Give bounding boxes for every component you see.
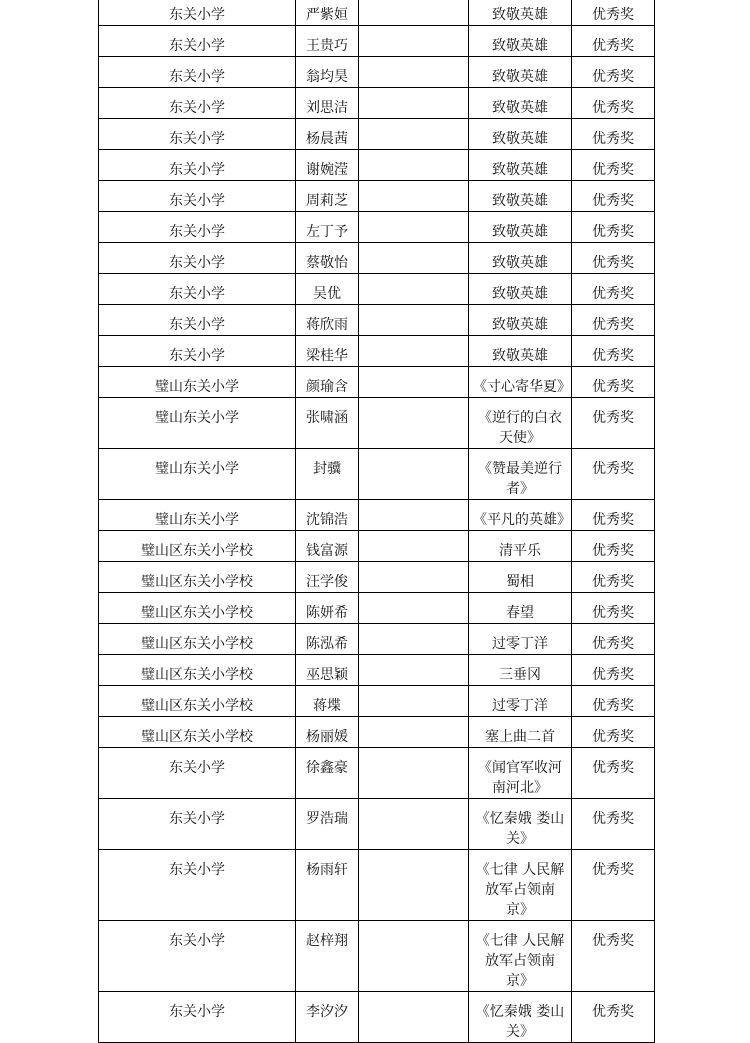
table-row — [99, 500, 655, 531]
table-row — [99, 992, 655, 1043]
table-row — [99, 274, 655, 305]
table-row — [99, 0, 655, 26]
award-cell: 优秀奖 — [572, 243, 655, 274]
student-name-cell: 谢婉滢 — [296, 150, 359, 181]
work-title-cell: 致敬英雄 — [469, 150, 572, 181]
school-cell: 璧山区东关小学校 — [99, 655, 296, 686]
work-title-cell: 春望 — [469, 593, 572, 624]
work-title-cell: 致敬英雄 — [469, 336, 572, 367]
table-row — [99, 686, 655, 717]
work-title-cell: 致敬英雄 — [469, 243, 572, 274]
award-cell: 优秀奖 — [572, 686, 655, 717]
award-cell: 优秀奖 — [572, 274, 655, 305]
award-cell: 优秀奖 — [572, 212, 655, 243]
school-cell: 璧山东关小学 — [99, 500, 296, 531]
blank-cell — [359, 57, 469, 88]
table-row — [99, 624, 655, 655]
student-name-cell: 王贵巧 — [296, 26, 359, 57]
blank-cell — [359, 274, 469, 305]
school-cell: 东关小学 — [99, 336, 296, 367]
blank-cell — [359, 799, 469, 850]
table-row — [99, 449, 655, 500]
award-cell: 优秀奖 — [572, 305, 655, 336]
blank-cell — [359, 686, 469, 717]
student-name-cell: 陈泓希 — [296, 624, 359, 655]
student-name-cell: 梁桂华 — [296, 336, 359, 367]
work-title-cell: 蜀相 — [469, 562, 572, 593]
table-row — [99, 305, 655, 336]
student-name-cell: 蔡敬怡 — [296, 243, 359, 274]
blank-cell — [359, 624, 469, 655]
blank-cell — [359, 336, 469, 367]
work-title-cell: 致敬英雄 — [469, 274, 572, 305]
table-row — [99, 57, 655, 88]
award-cell: 优秀奖 — [572, 748, 655, 799]
student-name-cell: 徐鑫豪 — [296, 748, 359, 799]
table-row — [99, 717, 655, 748]
student-name-cell: 严紫姮 — [296, 0, 359, 26]
work-title-cell: 致敬英雄 — [469, 119, 572, 150]
award-cell: 优秀奖 — [572, 150, 655, 181]
work-title-cell: 《七律 人民解放军占领南京》 — [469, 850, 572, 921]
award-cell: 优秀奖 — [572, 398, 655, 449]
work-title-cell: 《寸心寄华夏》 — [469, 367, 572, 398]
table-row — [99, 88, 655, 119]
table-row — [99, 531, 655, 562]
school-cell: 东关小学 — [99, 26, 296, 57]
school-cell: 东关小学 — [99, 88, 296, 119]
blank-cell — [359, 88, 469, 119]
school-cell: 东关小学 — [99, 305, 296, 336]
school-cell: 璧山区东关小学校 — [99, 531, 296, 562]
blank-cell — [359, 0, 469, 26]
blank-cell — [359, 748, 469, 799]
table-row — [99, 921, 655, 992]
school-cell: 璧山东关小学 — [99, 449, 296, 500]
award-cell: 优秀奖 — [572, 593, 655, 624]
table-row — [99, 119, 655, 150]
work-title-cell: 《七律 人民解放军占领南京》 — [469, 921, 572, 992]
school-cell: 东关小学 — [99, 850, 296, 921]
school-cell: 东关小学 — [99, 921, 296, 992]
student-name-cell: 李汐汐 — [296, 992, 359, 1043]
award-cell: 优秀奖 — [572, 26, 655, 57]
school-cell: 东关小学 — [99, 0, 296, 26]
work-title-cell: 《忆秦娥 娄山关》 — [469, 992, 572, 1043]
blank-cell — [359, 26, 469, 57]
work-title-cell: 《逆行的白衣天使》 — [469, 398, 572, 449]
student-name-cell: 赵梓翔 — [296, 921, 359, 992]
blank-cell — [359, 500, 469, 531]
school-cell: 东关小学 — [99, 119, 296, 150]
blank-cell — [359, 243, 469, 274]
student-name-cell: 沈锦浩 — [296, 500, 359, 531]
school-cell: 东关小学 — [99, 799, 296, 850]
award-cell: 优秀奖 — [572, 367, 655, 398]
work-title-cell: 塞上曲二首 — [469, 717, 572, 748]
school-cell: 璧山东关小学 — [99, 367, 296, 398]
school-cell: 东关小学 — [99, 243, 296, 274]
school-cell: 璧山区东关小学校 — [99, 717, 296, 748]
blank-cell — [359, 992, 469, 1043]
work-title-cell: 《平凡的英雄》 — [469, 500, 572, 531]
school-cell: 东关小学 — [99, 57, 296, 88]
blank-cell — [359, 531, 469, 562]
student-name-cell: 杨雨轩 — [296, 850, 359, 921]
table-row — [99, 367, 655, 398]
work-title-cell: 《闻官军收河南河北》 — [469, 748, 572, 799]
award-cell: 优秀奖 — [572, 531, 655, 562]
school-cell: 东关小学 — [99, 748, 296, 799]
student-name-cell: 翁均昊 — [296, 57, 359, 88]
blank-cell — [359, 150, 469, 181]
work-title-cell: 《赞最美逆行者》 — [469, 449, 572, 500]
award-cell: 优秀奖 — [572, 992, 655, 1043]
blank-cell — [359, 921, 469, 992]
work-title-cell: 三垂冈 — [469, 655, 572, 686]
student-name-cell: 陈妍希 — [296, 593, 359, 624]
award-cell: 优秀奖 — [572, 562, 655, 593]
table-row — [99, 562, 655, 593]
school-cell: 璧山区东关小学校 — [99, 624, 296, 655]
table-row — [99, 26, 655, 57]
blank-cell — [359, 305, 469, 336]
award-cell: 优秀奖 — [572, 88, 655, 119]
school-cell: 璧山区东关小学校 — [99, 686, 296, 717]
blank-cell — [359, 655, 469, 686]
work-title-cell: 过零丁洋 — [469, 624, 572, 655]
table-row — [99, 181, 655, 212]
table-row — [99, 398, 655, 449]
award-cell: 优秀奖 — [572, 119, 655, 150]
blank-cell — [359, 850, 469, 921]
table-row — [99, 336, 655, 367]
award-cell: 优秀奖 — [572, 449, 655, 500]
student-name-cell: 颜瑜含 — [296, 367, 359, 398]
table-row — [99, 243, 655, 274]
work-title-cell: 致敬英雄 — [469, 88, 572, 119]
work-title-cell: 致敬英雄 — [469, 26, 572, 57]
student-name-cell: 罗浩瑞 — [296, 799, 359, 850]
blank-cell — [359, 212, 469, 243]
school-cell: 东关小学 — [99, 150, 296, 181]
school-cell: 东关小学 — [99, 181, 296, 212]
award-cell: 优秀奖 — [572, 624, 655, 655]
student-name-cell: 左丁予 — [296, 212, 359, 243]
student-name-cell: 蒋欣雨 — [296, 305, 359, 336]
blank-cell — [359, 562, 469, 593]
table-row — [99, 593, 655, 624]
award-cell: 优秀奖 — [572, 57, 655, 88]
award-cell: 优秀奖 — [572, 181, 655, 212]
award-cell: 优秀奖 — [572, 921, 655, 992]
award-cell: 优秀奖 — [572, 717, 655, 748]
work-title-cell: 过零丁洋 — [469, 686, 572, 717]
student-name-cell: 吴优 — [296, 274, 359, 305]
school-cell: 璧山区东关小学校 — [99, 562, 296, 593]
table-row — [99, 150, 655, 181]
student-name-cell: 封骥 — [296, 449, 359, 500]
school-cell: 璧山区东关小学校 — [99, 593, 296, 624]
award-cell: 优秀奖 — [572, 500, 655, 531]
table-row — [99, 748, 655, 799]
student-name-cell: 巫思颖 — [296, 655, 359, 686]
blank-cell — [359, 119, 469, 150]
student-name-cell: 汪学俊 — [296, 562, 359, 593]
school-cell: 璧山东关小学 — [99, 398, 296, 449]
student-name-cell: 刘思洁 — [296, 88, 359, 119]
student-name-cell: 蒋堞 — [296, 686, 359, 717]
blank-cell — [359, 717, 469, 748]
blank-cell — [359, 398, 469, 449]
school-cell: 东关小学 — [99, 274, 296, 305]
award-table — [98, 0, 655, 1043]
table-row — [99, 655, 655, 686]
work-title-cell: 清平乐 — [469, 531, 572, 562]
work-title-cell: 致敬英雄 — [469, 212, 572, 243]
blank-cell — [359, 181, 469, 212]
award-list-sheet — [98, 0, 655, 1043]
student-name-cell: 张啸涵 — [296, 398, 359, 449]
student-name-cell: 杨丽媛 — [296, 717, 359, 748]
work-title-cell: 致敬英雄 — [469, 0, 572, 26]
work-title-cell: 致敬英雄 — [469, 57, 572, 88]
award-table-body — [99, 0, 655, 1043]
blank-cell — [359, 593, 469, 624]
table-row — [99, 212, 655, 243]
table-row — [99, 799, 655, 850]
table-row — [99, 850, 655, 921]
work-title-cell: 《忆秦娥 娄山关》 — [469, 799, 572, 850]
award-cell: 优秀奖 — [572, 336, 655, 367]
student-name-cell: 钱富源 — [296, 531, 359, 562]
work-title-cell: 致敬英雄 — [469, 181, 572, 212]
blank-cell — [359, 449, 469, 500]
blank-cell — [359, 367, 469, 398]
school-cell: 东关小学 — [99, 212, 296, 243]
award-cell: 优秀奖 — [572, 655, 655, 686]
award-cell: 优秀奖 — [572, 850, 655, 921]
award-cell: 优秀奖 — [572, 799, 655, 850]
award-cell: 优秀奖 — [572, 0, 655, 26]
student-name-cell: 周莉芝 — [296, 181, 359, 212]
work-title-cell: 致敬英雄 — [469, 305, 572, 336]
student-name-cell: 杨晨茜 — [296, 119, 359, 150]
school-cell: 东关小学 — [99, 992, 296, 1043]
